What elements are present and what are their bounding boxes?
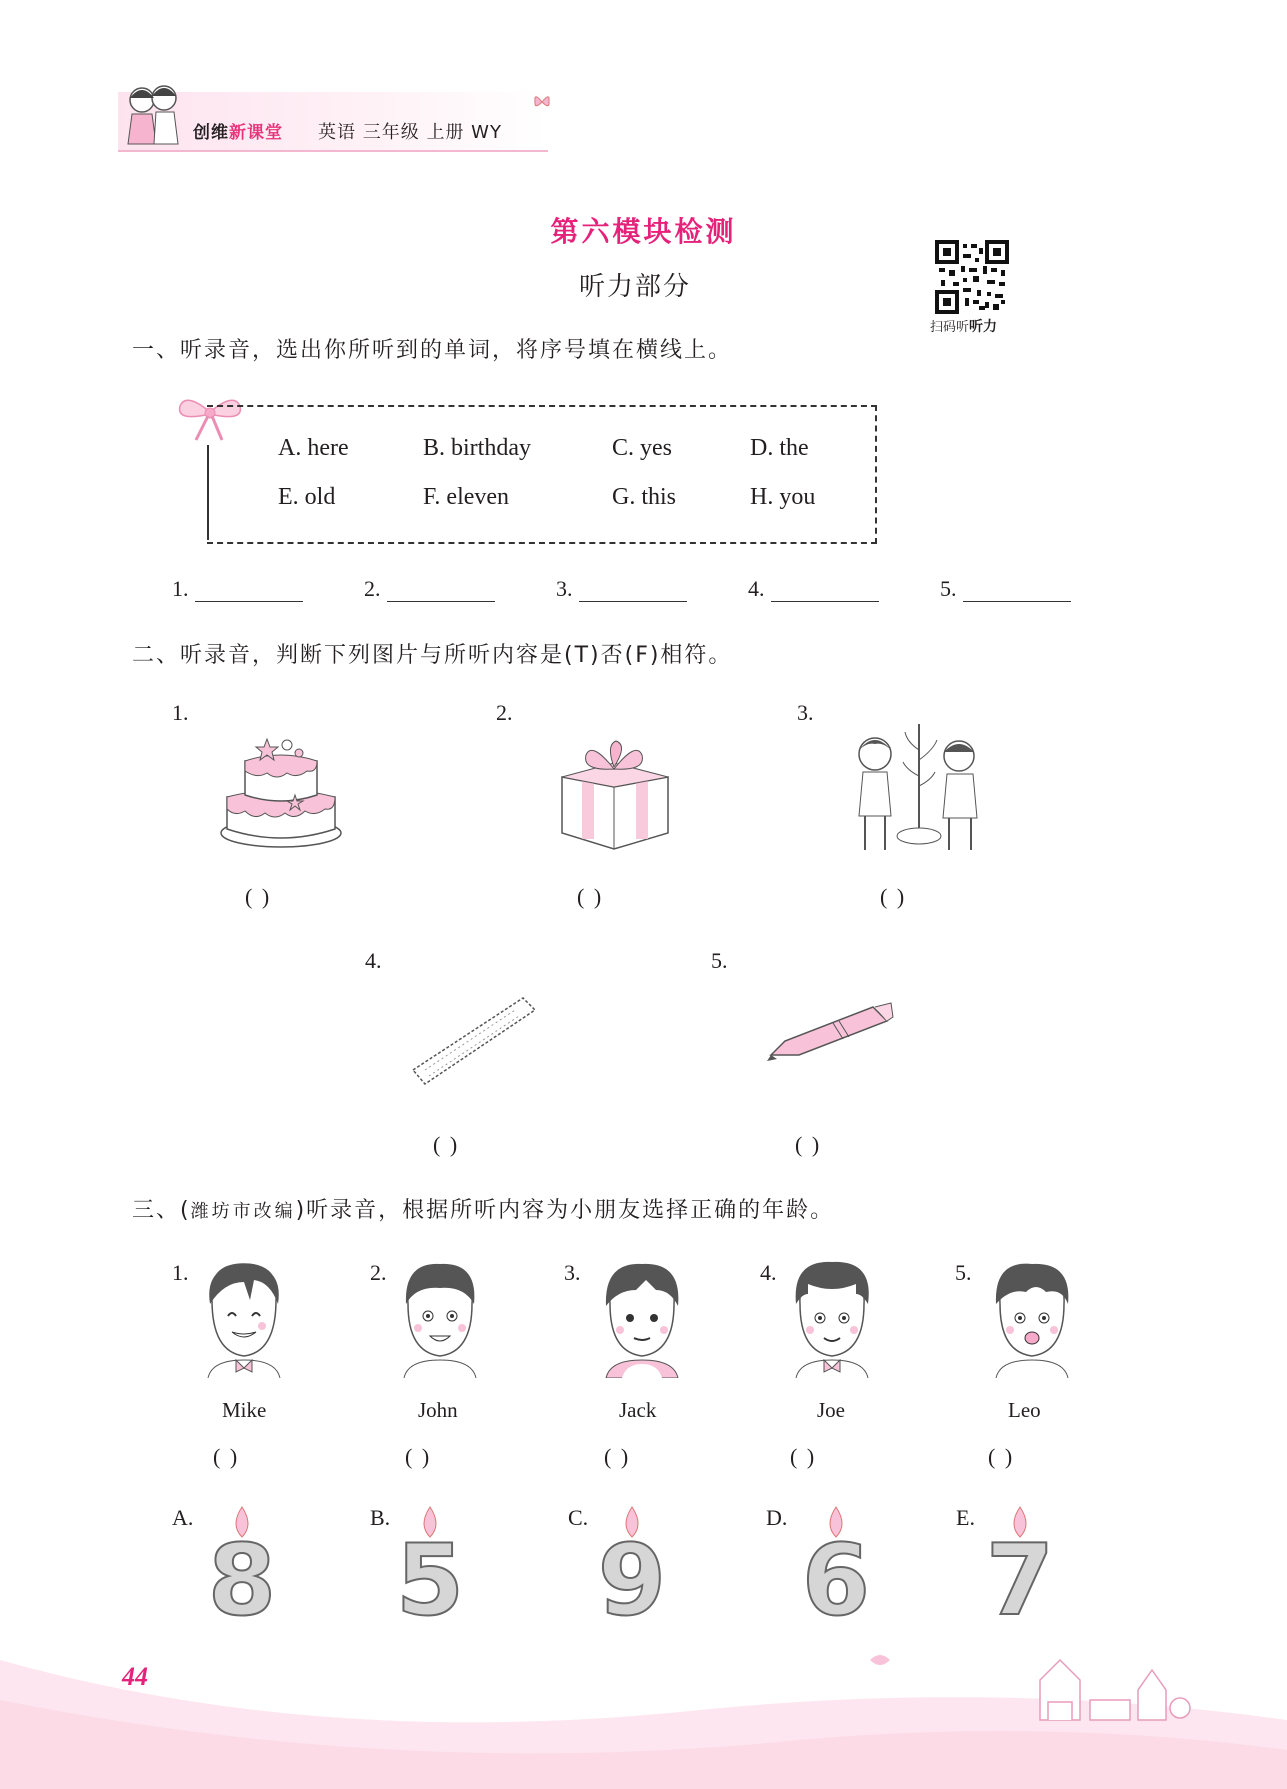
item-number: 3. (797, 700, 814, 725)
kid-name: Joe (817, 1398, 845, 1422)
page-title: 第六模块检测 (550, 215, 737, 248)
option-letter: E. (956, 1505, 975, 1530)
answer-parentheses[interactable]: ( ) (433, 1132, 460, 1157)
item-number: 5. (711, 948, 728, 973)
boy-face-mike-icon (198, 1260, 290, 1378)
kid-name: John (418, 1398, 458, 1422)
candle-6-icon: 6 (800, 1505, 872, 1635)
answer-blank[interactable]: 5. (940, 576, 1071, 602)
answer-parentheses[interactable]: ( ) (405, 1444, 432, 1469)
answer-parentheses[interactable]: ( ) (795, 1132, 822, 1157)
boy-face-john-icon (394, 1260, 486, 1378)
answer-parentheses[interactable]: ( ) (880, 884, 907, 909)
answer-parentheses[interactable]: ( ) (245, 884, 272, 909)
answer-parentheses[interactable]: ( ) (988, 1444, 1015, 1469)
boy-face-leo-icon (986, 1260, 1078, 1378)
word-option: D. the (750, 435, 809, 461)
item-number: 2. (370, 1260, 387, 1285)
birthday-cake-icon (215, 725, 347, 857)
kid-name: Leo (1008, 1398, 1041, 1422)
book-info: 英语 三年级 上册 WY (318, 122, 502, 143)
children-planting-tree-icon (845, 720, 993, 860)
page-number: 44 (122, 1662, 148, 1691)
ruler-icon (405, 990, 540, 1090)
item-number: 3. (564, 1260, 581, 1285)
section2-heading: 二、听录音，判断下列图片与所听内容是(T)否(F)相符。 (132, 643, 733, 668)
word-option: B. birthday (423, 435, 531, 461)
word-option: A. here (278, 435, 349, 461)
brand-logo-text: 创维新课堂 (193, 123, 283, 143)
candle-8-icon: 8 (206, 1505, 278, 1635)
answer-parentheses[interactable]: ( ) (790, 1444, 817, 1469)
page-subtitle: 听力部分 (578, 272, 691, 302)
candle-7-icon: 7 (984, 1505, 1056, 1635)
word-box-left-border (207, 445, 209, 540)
pen-icon (763, 995, 898, 1065)
answer-blank[interactable]: 1. (172, 576, 303, 602)
answer-blank[interactable]: 4. (748, 576, 879, 602)
gift-box-icon (556, 733, 674, 855)
option-letter: D. (766, 1505, 788, 1530)
answer-blank[interactable]: 2. (364, 576, 495, 602)
item-number: 4. (760, 1260, 777, 1285)
candle-9-icon: 9 (596, 1505, 668, 1635)
item-number: 4. (365, 948, 382, 973)
boy-face-joe-icon (786, 1260, 878, 1378)
footer-wave-decoration (0, 1600, 1287, 1789)
word-option: F. eleven (423, 484, 510, 510)
item-number: 1. (172, 1260, 189, 1285)
qr-caption: 扫码听听力 (930, 319, 998, 335)
kid-name: Jack (619, 1398, 657, 1422)
candle-5-icon: 5 (394, 1505, 466, 1635)
word-choices-box (207, 405, 877, 544)
boy-face-jack-icon (596, 1260, 688, 1378)
word-option: G. this (612, 484, 677, 510)
section1-heading: 一、听录音，选出你所听到的单词，将序号填在横线上。 (132, 338, 733, 363)
section3-heading: 三、(潍坊市改编)听录音，根据所听内容为小朋友选择正确的年龄。 (132, 1198, 835, 1223)
word-option: C. yes (612, 435, 672, 461)
item-number: 1. (172, 700, 189, 725)
option-letter: B. (370, 1505, 391, 1530)
qr-code-icon[interactable] (935, 240, 1009, 314)
item-number: 2. (496, 700, 513, 725)
word-option: H. you (750, 484, 816, 510)
butterfly-decoration-icon (532, 92, 552, 112)
kid-name: Mike (222, 1398, 267, 1422)
answer-parentheses[interactable]: ( ) (577, 884, 604, 909)
word-option: E. old (278, 484, 336, 510)
option-letter: C. (568, 1505, 589, 1530)
answer-parentheses[interactable]: ( ) (604, 1444, 631, 1469)
header-kids-logo (120, 78, 190, 153)
item-number: 5. (955, 1260, 972, 1285)
option-letter: A. (172, 1505, 194, 1530)
answer-parentheses[interactable]: ( ) (213, 1444, 240, 1469)
answer-blank[interactable]: 3. (556, 576, 687, 602)
